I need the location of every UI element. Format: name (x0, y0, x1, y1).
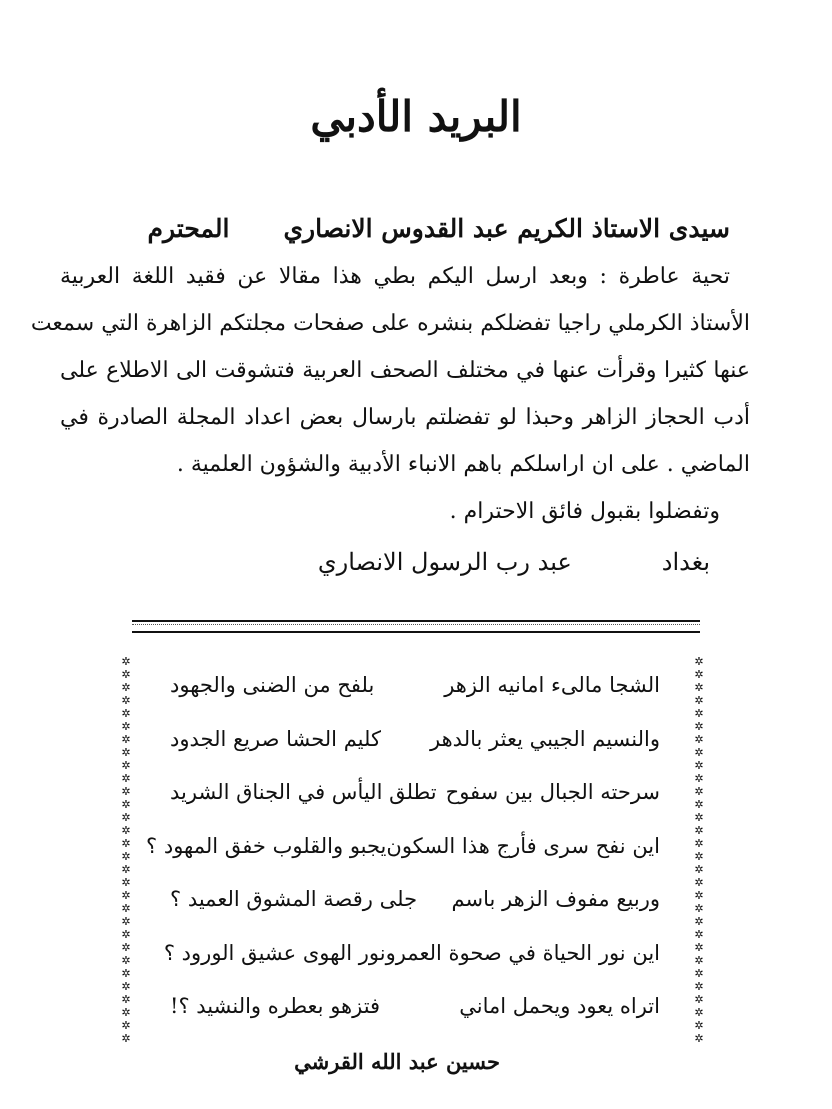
ornament-star-icon: ✲ (694, 694, 704, 707)
ornament-star-icon: ✲ (121, 902, 131, 915)
ornament-star-icon: ✲ (694, 993, 704, 1006)
ornament-star-icon: ✲ (121, 694, 131, 707)
ornament-star-icon: ✲ (694, 655, 704, 668)
ornament-star-icon: ✲ (694, 1006, 704, 1019)
ornament-star-icon: ✲ (121, 889, 131, 902)
verse-first-hemistich: اين نفح سرى فأرج هذا السكون (386, 833, 660, 858)
verse-first-hemistich: الشجا مالىء امانيه الزهر (444, 673, 660, 697)
ornament-star-icon: ✲ (121, 811, 131, 824)
section-divider (132, 620, 700, 633)
verse-second-hemistich: يجبو والقلوب خفق المهود ؟ (146, 833, 387, 858)
ornament-star-icon: ✲ (694, 785, 704, 798)
ornament-star-icon: ✲ (694, 1032, 704, 1045)
verse-second-hemistich: تطلق اليأس في الجناق الشريد (170, 780, 437, 804)
letter-body-line: تحية عاطرة : وبعد ارسل اليكم بطي هذا مقالا عن فقيد اللغة العربية (60, 264, 730, 289)
verse-second-hemistich: كليم الحشا صريع الجدود (170, 726, 381, 751)
letter-city: بغداد (661, 548, 710, 576)
ornament-star-icon: ✲ (694, 720, 704, 733)
ornament-star-icon: ✲ (694, 1019, 704, 1032)
verse-second-hemistich: جلى رقصة المشوق العميد ؟ (170, 887, 418, 911)
ornament-star-icon: ✲ (694, 824, 704, 837)
ornament-star-icon: ✲ (121, 993, 131, 1006)
poem-verse (163, 927, 660, 981)
ornament-star-icon: ✲ (694, 668, 704, 681)
ornament-star-icon: ✲ (694, 746, 704, 759)
ornament-star-icon: ✲ (694, 941, 704, 954)
poem-verse (170, 766, 660, 820)
letter-sender: عبد رب الرسول الانصاري (317, 548, 572, 576)
ornament-star-icon: ✲ (121, 798, 131, 811)
ornament-border-left (120, 655, 132, 1053)
ornament-star-icon: ✲ (694, 980, 704, 993)
ornament-star-icon: ✲ (694, 863, 704, 876)
ornament-star-icon: ✲ (694, 681, 704, 694)
verse-second-hemistich: ونور الهوى عشيق الورود ؟ (163, 940, 396, 965)
ornament-star-icon: ✲ (121, 863, 131, 876)
ornament-star-icon: ✲ (121, 1019, 131, 1032)
ornament-star-icon: ✲ (694, 915, 704, 928)
ornament-star-icon: ✲ (694, 876, 704, 889)
ornament-star-icon: ✲ (694, 707, 704, 720)
ornament-star-icon: ✲ (694, 772, 704, 785)
letter-body-line: عنها كثيرا وقرأت عنها في مختلف الصحف العربية فتشوقت الى الاطلاع على (60, 358, 750, 383)
verse-second-hemistich: بلفح من الضنى والجهود (170, 673, 375, 697)
ornament-star-icon: ✲ (694, 850, 704, 863)
ornament-star-icon: ✲ (121, 1006, 131, 1019)
ornament-star-icon: ✲ (694, 928, 704, 941)
ornament-star-icon: ✲ (121, 1032, 131, 1045)
ornament-star-icon: ✲ (121, 772, 131, 785)
ornament-star-icon: ✲ (121, 720, 131, 733)
ornament-star-icon: ✲ (121, 668, 131, 681)
verse-first-hemistich: اتراه يعود ويحمل اماني (459, 994, 660, 1018)
ornament-star-icon: ✲ (694, 889, 704, 902)
ornament-star-icon: ✲ (694, 733, 704, 746)
ornament-star-icon: ✲ (121, 655, 131, 668)
ornament-star-icon: ✲ (694, 954, 704, 967)
ornament-star-icon: ✲ (121, 746, 131, 759)
verse-first-hemistich: اين نور الحياة في صحوة العمر (395, 940, 660, 965)
letter-salutation: سيدى الاستاذ الكريم عبد القدوس الانصاري (283, 214, 730, 243)
ornament-star-icon: ✲ (694, 811, 704, 824)
ornament-star-icon: ✲ (694, 759, 704, 772)
letter-body-line: أدب الحجاز الزاهر وحبذا لو تفضلتم بارسال بعض اعداد المجلة الصادرة في (60, 405, 750, 430)
letter-signature-row (60, 538, 710, 586)
reader-letter (30, 205, 750, 586)
ornament-star-icon: ✲ (121, 954, 131, 967)
ornament-star-icon: ✲ (121, 707, 131, 720)
poem-verse (146, 820, 660, 874)
poem-verse (170, 873, 660, 927)
verse-first-hemistich: وربيع مفوف الزهر باسم (451, 887, 660, 911)
ornament-border-right (693, 655, 705, 1053)
poem-verse (170, 659, 660, 713)
masthead-title: البريد الأدبي (310, 92, 522, 141)
poem (146, 659, 660, 1090)
ornament-star-icon: ✲ (694, 967, 704, 980)
verse-second-hemistich: فتزهو بعطره والنشيد ؟! (170, 994, 381, 1018)
ornament-star-icon: ✲ (121, 980, 131, 993)
verse-first-hemistich: والنسيم الجيبي يعثر بالدهر (430, 726, 660, 751)
ornament-star-icon: ✲ (121, 824, 131, 837)
letter-body-line: الماضي . على ان اراسلكم باهم الانباء الأدبية والشؤون العلمية . (176, 452, 750, 477)
ornament-star-icon: ✲ (121, 733, 131, 746)
ornament-star-icon: ✲ (121, 681, 131, 694)
verse-first-hemistich: سرحته الجبال بين سفوح (445, 780, 660, 804)
ornament-star-icon: ✲ (121, 876, 131, 889)
poem-frame (120, 655, 705, 1074)
ornament-star-icon: ✲ (121, 759, 131, 772)
poem-verse (170, 980, 660, 1034)
letter-salutation-row (60, 205, 730, 253)
ornament-star-icon: ✲ (121, 837, 131, 850)
ornament-star-icon: ✲ (694, 798, 704, 811)
letter-honorific: المحترم (147, 214, 230, 243)
letter-body-line: الأستاذ الكرملي راجيا تفضلكم بنشره على صفحات مجلتكم الزاهرة التي سمعت (30, 311, 750, 336)
ornament-star-icon: ✲ (121, 928, 131, 941)
ornament-star-icon: ✲ (121, 915, 131, 928)
ornament-star-icon: ✲ (121, 850, 131, 863)
ornament-star-icon: ✲ (121, 967, 131, 980)
letter-closing: وتفضلوا بقبول فائق الاحترام . (449, 499, 720, 524)
poem-verse (170, 713, 660, 767)
poem-author: حسين عبد الله القرشي (294, 1048, 500, 1074)
ornament-star-icon: ✲ (121, 941, 131, 954)
ornament-star-icon: ✲ (121, 785, 131, 798)
ornament-star-icon: ✲ (694, 837, 704, 850)
ornament-star-icon: ✲ (694, 902, 704, 915)
